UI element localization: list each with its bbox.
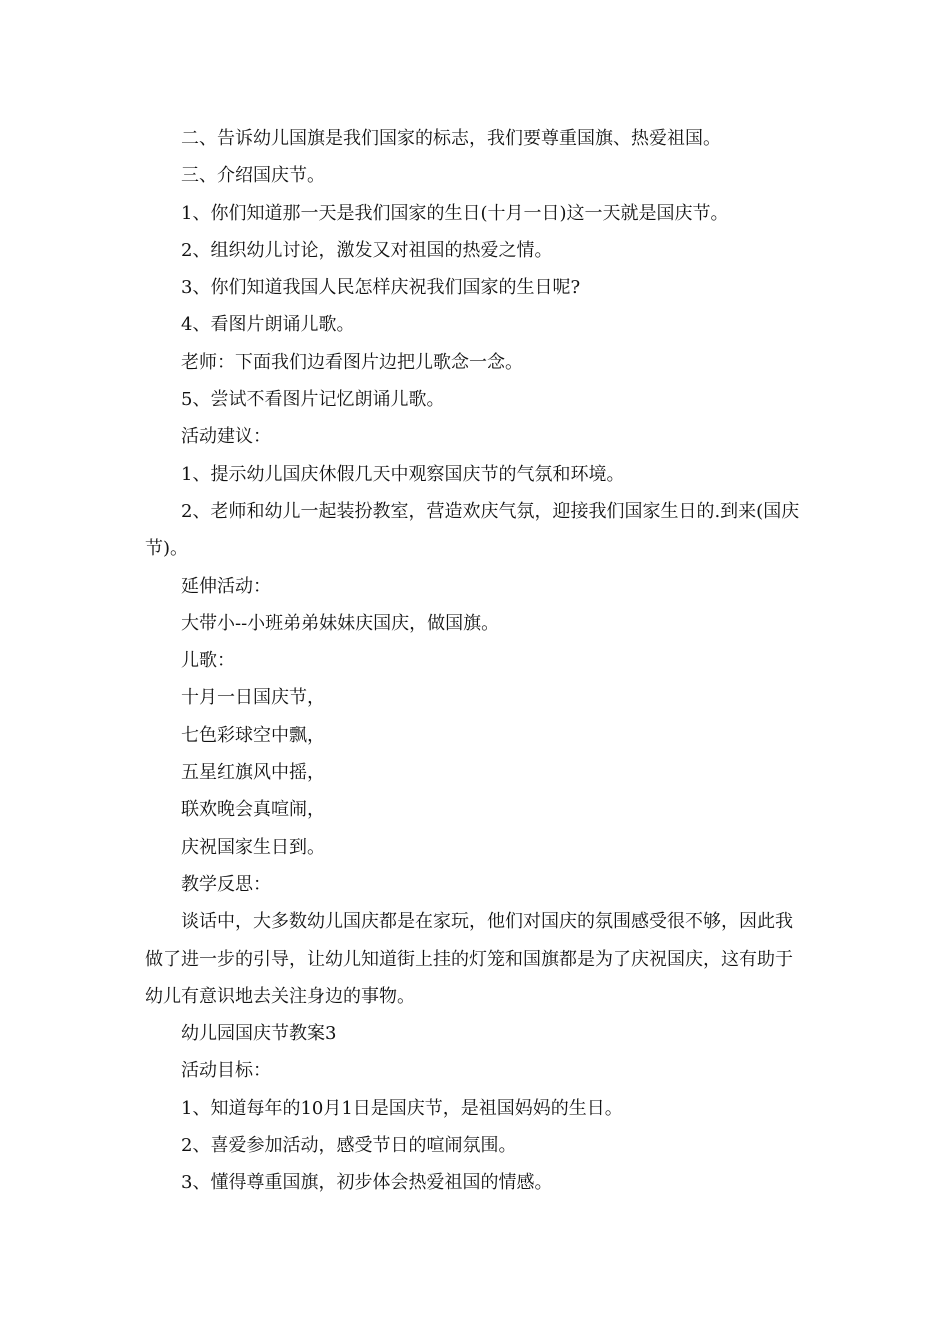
paragraph: 5、尝试不看图片记忆朗诵儿歌。 <box>181 389 445 411</box>
paragraph: 3、你们知道我国人民怎样庆祝我们国家的生日呢? <box>181 277 581 299</box>
paragraph: 2、组织幼儿讨论，激发又对祖国的热爱之情。 <box>181 239 553 261</box>
paragraph: 二、告诉幼儿国旗是我们国家的标志，我们要尊重国旗、热爱祖国。 <box>181 128 721 149</box>
paragraph: 4、看图片朗诵儿歌。 <box>181 314 355 336</box>
poem-line: 五星红旗风中摇， <box>181 762 325 784</box>
poem-line: 十月一日国庆节， <box>181 687 325 709</box>
paragraph: 3、懂得尊重国旗，初步体会热爱祖国的情感。 <box>181 1172 553 1194</box>
section-heading: 活动建议： <box>181 426 271 448</box>
paragraph: 大带小--小班弟弟妹妹庆国庆，做国旗。 <box>181 612 500 634</box>
section-heading: 活动目标： <box>181 1060 271 1082</box>
paragraph: 1、知道每年的10月1日是国庆节，是祖国妈妈的生日。 <box>181 1097 623 1119</box>
poem-line: 七色彩球空中飘， <box>181 724 325 746</box>
document-title: 幼儿园国庆节教案3 <box>181 1023 337 1045</box>
paragraph: 谈话中，大多数幼儿国庆都是在家玩，他们对国庆的氛围感受很不够，因此我做了进一步的引导，让幼儿知道街上挂的灯笼和国旗都是为了庆祝国庆，这有助于幼儿有意识地去关注身边的事物。 <box>145 911 793 1007</box>
paragraph: 1、你们知道那一天是我们国家的生日(十月一日)这一天就是国庆节。 <box>181 202 729 224</box>
poem-line: 联欢晚会真喧闹， <box>181 799 325 821</box>
section-heading: 延伸活动： <box>181 575 271 597</box>
paragraph: 老师：下面我们边看图片边把儿歌念一念。 <box>181 351 523 373</box>
section-heading: 儿歌： <box>181 650 235 672</box>
paragraph: 2、喜爱参加活动，感受节日的喧闹氛围。 <box>181 1135 517 1157</box>
poem-line: 庆祝国家生日到。 <box>181 836 325 858</box>
section-heading: 教学反思： <box>181 873 271 895</box>
paragraph: 2、老师和幼儿一起装扮教室，营造欢庆气氛，迎接我们国家生日的.到来(国庆节)。 <box>145 500 800 560</box>
paragraph: 1、提示幼儿国庆休假几天中观察国庆节的气氛和环境。 <box>181 463 625 485</box>
paragraph: 三、介绍国庆节。 <box>181 165 325 187</box>
